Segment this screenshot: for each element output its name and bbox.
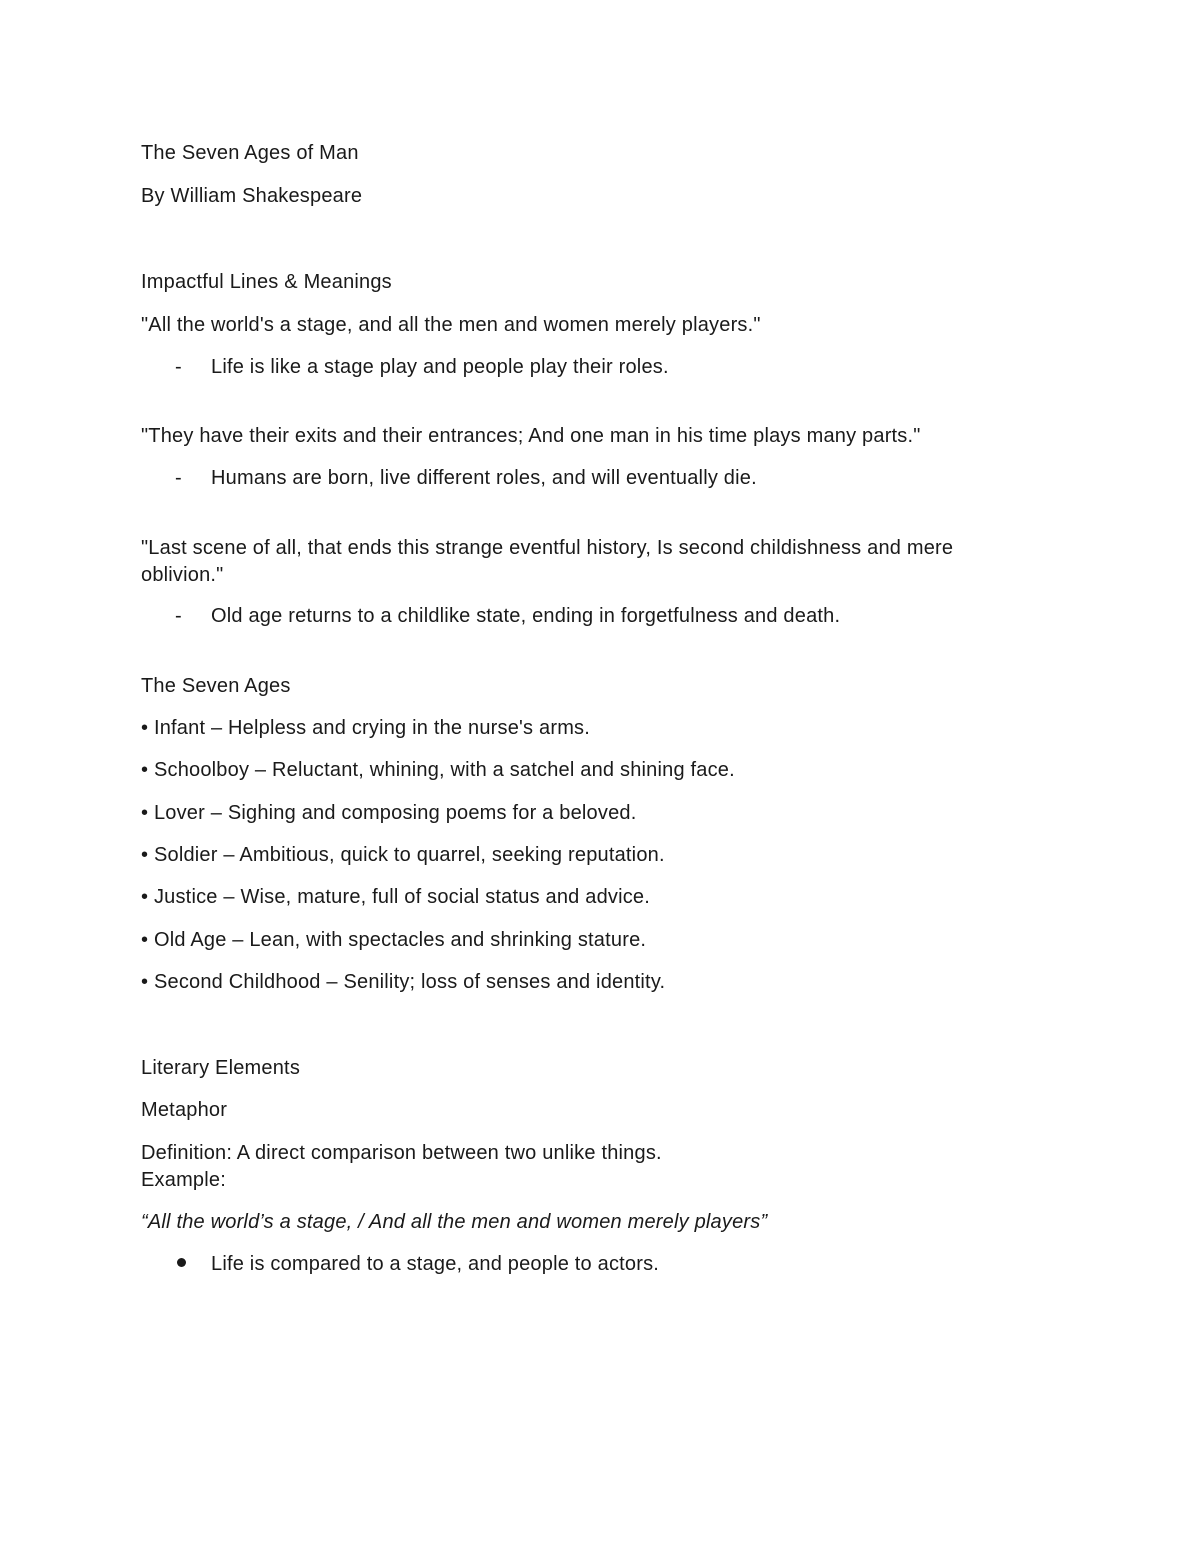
- meaning-item-1: [175, 354, 669, 381]
- age-item-infant: • Infant – Helpless and crying in the nurse's arms.: [141, 717, 591, 739]
- age-item-justice: • Justice – Wise, mature, full of social status and advice.: [141, 886, 651, 908]
- age-item-old-age: • Old Age – Lean, with spectacles and shrinking stature.: [141, 929, 647, 951]
- quote-line-1: "All the world's a stage, and all the men and women merely players.": [141, 314, 761, 336]
- metaphor-heading: Metaphor: [141, 1099, 228, 1121]
- section-heading-impactful-lines: Impactful Lines & Meanings: [141, 271, 392, 293]
- dash-marker: -: [175, 467, 182, 489]
- section-heading-seven-ages: The Seven Ages: [141, 675, 291, 697]
- age-item-lover: • Lover – Sighing and composing poems for a beloved.: [141, 802, 637, 824]
- quote-line-2: "They have their exits and their entrances; And one man in his time plays many parts.": [141, 425, 921, 447]
- age-item-schoolboy: • Schoolboy – Reluctant, whining, with a satchel and shining face.: [141, 759, 735, 781]
- age-item-second-childhood: • Second Childhood – Senility; loss of senses and identity.: [141, 971, 666, 993]
- meaning-item-3: [175, 603, 840, 630]
- age-item-soldier: • Soldier – Ambitious, quick to quarrel, seeking reputation.: [141, 844, 665, 866]
- dash-marker: -: [175, 605, 182, 627]
- quote-line-3: "Last scene of all, that ends this strange eventful history, Is second childishness and mere oblivion.": [141, 537, 954, 586]
- bullet-dot-icon: [177, 1258, 186, 1267]
- meaning-text-3: Old age returns to a childlike state, ending in forgetfulness and death.: [211, 605, 841, 627]
- meaning-text-1: Life is like a stage play and people play their roles.: [211, 356, 669, 378]
- meaning-item-2: [175, 465, 757, 492]
- example-point-text: Life is compared to a stage, and people to actors.: [211, 1253, 660, 1275]
- dash-marker: -: [175, 356, 182, 378]
- metaphor-definition: Definition: A direct comparison between two unlike things.: [141, 1142, 662, 1164]
- example-quote: “All the world’s a stage, / And all the men and women merely players”: [141, 1211, 768, 1233]
- meaning-text-2: Humans are born, live different roles, and will eventually die.: [211, 467, 757, 489]
- example-label: Example:: [141, 1169, 226, 1191]
- document-author: By William Shakespeare: [141, 185, 363, 207]
- document-title: The Seven Ages of Man: [141, 142, 359, 164]
- example-bullet-item: [175, 1251, 659, 1278]
- section-heading-literary-elements: Literary Elements: [141, 1057, 301, 1079]
